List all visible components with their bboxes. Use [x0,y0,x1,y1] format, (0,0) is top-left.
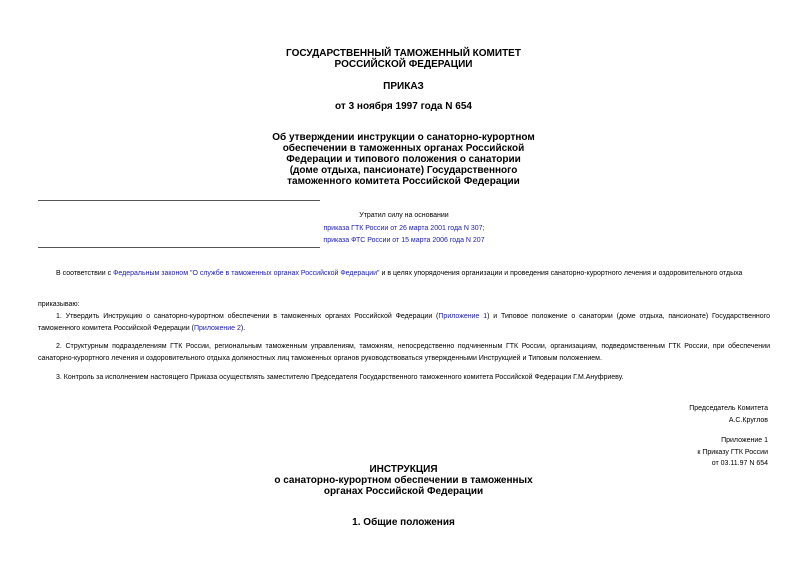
appendix-2-link[interactable]: Приложение 2 [194,324,241,332]
item-1 [38,311,770,334]
instruction-title: ИНСТРУКЦИЯ [369,464,438,475]
doc-date: от 3 ноября 1997 года N 654 [335,101,472,112]
org-line-2: РОССИЙСКОЙ ФЕДЕРАЦИИ [334,59,473,70]
item-3: 3. Контроль за исполнением настоящего Приказа осуществлять заместителю Председателя Государственного таможенного комитета Российской Федерации Г.М.Ануфриеву. [56,374,624,381]
appendix-1-link[interactable]: Приложение 1 [438,313,488,320]
doc-type: ПРИКАЗ [383,81,424,92]
order-word: приказываю: [38,301,80,308]
title-line: таможенного комитета Российской Федерации [287,176,520,187]
item-2: 2. Структурным подразделениям ГТК России, региональным таможенным управлениям, таможням, непосредственно подчиненным ГТК России, организациям, подведомственным ГТК России, при обеспечении санаторно-курортного лечения и оздоровительного отдыха должностных лиц таможенных органов руководствоваться утвержденными Инструкцией и Типовым положением. [38,343,770,362]
signature-position: Председатель Комитета [689,405,768,412]
divider-top [38,200,320,201]
divider-bottom [38,247,320,248]
instruction-subtitle-2: органах Российской Федерации [323,486,484,497]
signature-block [600,403,768,426]
title-line: обеспечении в таможенных органах Российской [282,143,525,154]
item-1-text-a: 1. Утвердить Инструкцию о санаторно-курортном обеспечении в таможенных органах Российской Федерации ( [56,313,439,320]
federal-law-link[interactable]: Федеральным законом "О службе в таможенных органах Российской Федерации" [113,270,380,277]
preamble-text-after: и в целях упорядочения организации и проведения санаторно-курортного лечения и оздоровительного отдыха [379,270,743,277]
status-note-label: Утратил силу на основании [359,212,449,219]
org-line-1: ГОСУДАРСТВЕННЫЙ ТАМОЖЕННЫЙ КОМИТЕТ [286,48,521,59]
instruction-subtitle-1: о санаторно-курортном обеспечении в таможенных [274,475,533,486]
preamble-text-before: В соответствии с [56,270,114,277]
appendix-ref-line-1: Приложение 1 [721,437,768,444]
title-line: Федерации и типового положения о санатории [286,154,521,165]
signature-name: А.С.Круглов [728,416,768,424]
org-name [0,48,807,70]
section-heading: 1. Общие положения [352,517,455,528]
item-1-text-c: ). [240,324,246,332]
preamble [38,268,770,280]
title-line: Об утверждении инструкции о санаторно-курортном [272,132,535,143]
repeal-link-2[interactable]: приказа ФТС России от 15 марта 2006 года N 207 [323,237,485,244]
status-note [38,210,770,248]
appendix-ref-line-2: к Приказу ГТК России [697,448,768,456]
title-line: (доме отдыха, пансионате) Государственного [289,165,518,176]
instruction-heading [0,464,807,497]
doc-title [0,132,807,187]
appendix-ref-line-3: от 03.11.97 N 654 [711,460,768,467]
item-1-text-b: ) и Типовое положение о санатории (доме отдыха, пансионате) Государственного таможенного комитета Российской Федерации ( [38,313,770,332]
repeal-link-1[interactable]: приказа ГТК России от 26 марта 2001 года N 307; [323,224,485,232]
